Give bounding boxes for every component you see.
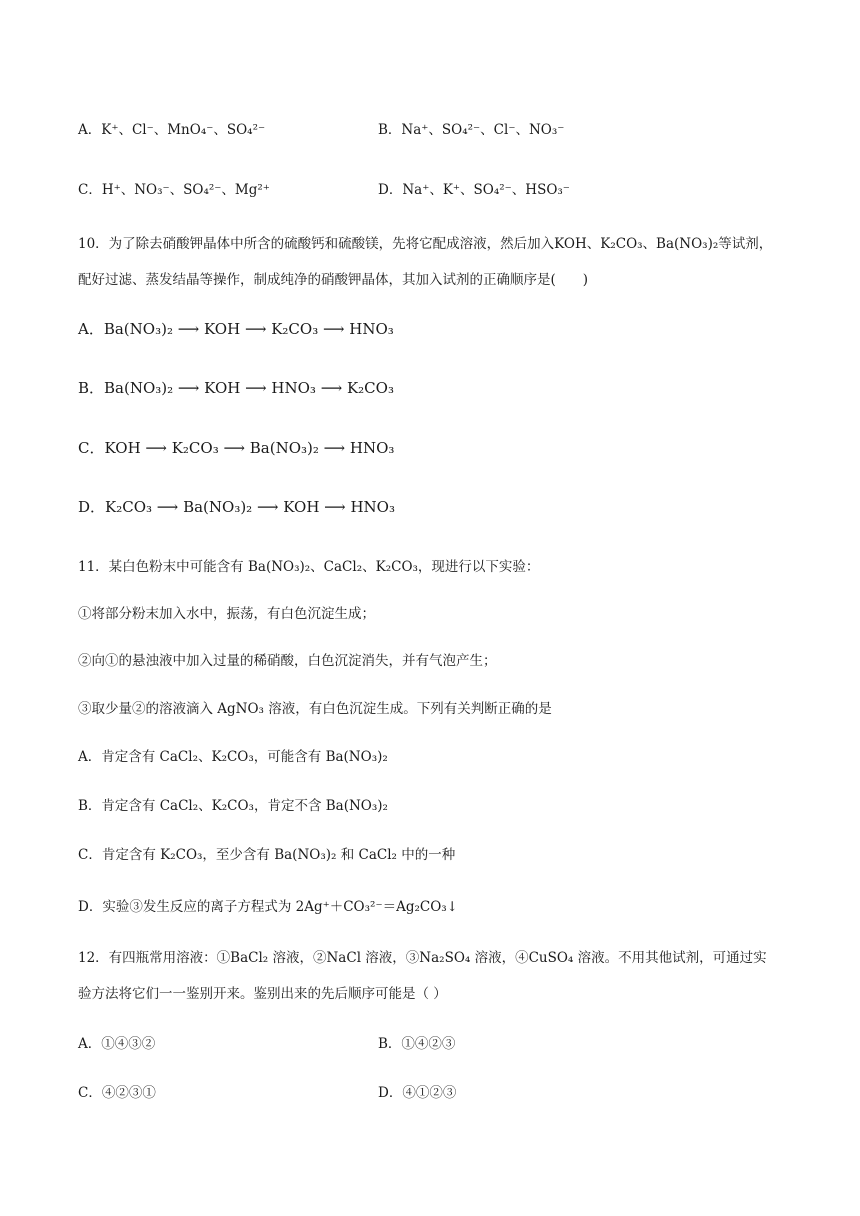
q12-option-c: C．④②③①: [78, 1085, 156, 1101]
q12-option-a: A．①④③②: [78, 1036, 156, 1052]
q12-option-b: B．①④②③: [378, 1036, 456, 1052]
q9-option-b-text: Na⁺、SO₄²⁻、Cl⁻、NO₃⁻: [401, 122, 565, 138]
q10-option-d: D．K₂CO₃ ⟶ Ba(NO₃)₂ ⟶ KOH ⟶ HNO₃: [78, 498, 395, 516]
q9-option-c: [78, 178, 270, 198]
q11-step-3: ③取少量②的溶液滴入 AgNO₃ 溶液，有白色沉淀生成。下列有关判断正确的是: [78, 701, 552, 717]
q10-option-a: A．Ba(NO₃)₂ ⟶ KOH ⟶ K₂CO₃ ⟶ HNO₃: [78, 320, 394, 338]
q9-option-d: [378, 178, 570, 198]
q9-option-c-text: H⁺、NO₃⁻、SO₄²⁻、Mg²⁺: [101, 182, 270, 198]
q10-option-c: C．KOH ⟶ K₂CO₃ ⟶ Ba(NO₃)₂ ⟶ HNO₃: [78, 439, 395, 457]
q9-option-d-text: Na⁺、K⁺、SO₄²⁻、HSO₃⁻: [402, 182, 570, 198]
q9-option-a-text: K⁺、Cl⁻、MnO₄⁻、SO₄²⁻: [101, 122, 266, 138]
q9-option-a: [78, 118, 265, 138]
q9-option-d-label: D．: [378, 182, 403, 198]
q12-option-d: D．④①②③: [378, 1085, 457, 1101]
q9-option-b-label: B．: [378, 122, 402, 138]
q11-stem: 11．某白色粉末中可能含有 Ba(NO₃)₂、CaCl₂、K₂CO₃，现进行以下实验：: [78, 559, 540, 575]
q10-option-b: B．Ba(NO₃)₂ ⟶ KOH ⟶ HNO₃ ⟶ K₂CO₃: [78, 379, 394, 397]
q11-option-a: A．肯定含有 CaCl₂、K₂CO₃，可能含有 Ba(NO₃)₂: [78, 749, 388, 765]
q11-option-c: C．肯定含有 K₂CO₃，至少含有 Ba(NO₃)₂ 和 CaCl₂ 中的一种: [78, 847, 456, 863]
q9-option-b: [378, 118, 564, 138]
q11-option-b: B．肯定含有 CaCl₂、K₂CO₃，肯定不含 Ba(NO₃)₂: [78, 798, 388, 814]
q9-option-c-label: C．: [78, 182, 102, 198]
q11-step-2: ②向①的悬浊液中加入过量的稀硝酸，白色沉淀消失，并有气泡产生；: [78, 653, 497, 669]
q10-stem: 10．为了除去硝酸钾晶体中所含的硫酸钙和硫酸镁，先将它配成溶液，然后加入KOH、K₂CO₃、Ba(NO₃)₂等试剂，配好过滤、蒸发结晶等操作，制成纯净的硝酸钾晶体，其加入试剂的正确顺序是( ): [78, 236, 773, 288]
q11-step-1: ①将部分粉末加入水中，振荡，有白色沉淀生成；: [78, 606, 375, 622]
q9-option-a-label: A．: [78, 122, 102, 138]
q11-option-d: D．实验③发生反应的离子方程式为 2Ag⁺＋CO₃²⁻＝Ag₂CO₃↓: [78, 899, 458, 915]
q12-stem: 12．有四瓶常用溶液：①BaCl₂ 溶液，②NaCl 溶液，③Na₂SO₄ 溶液，④CuSO₄ 溶液。不用其他试剂，可通过实验方法将它们一一鉴别开来。鉴别出来的先后顺序可能是（ ）: [78, 950, 767, 1002]
